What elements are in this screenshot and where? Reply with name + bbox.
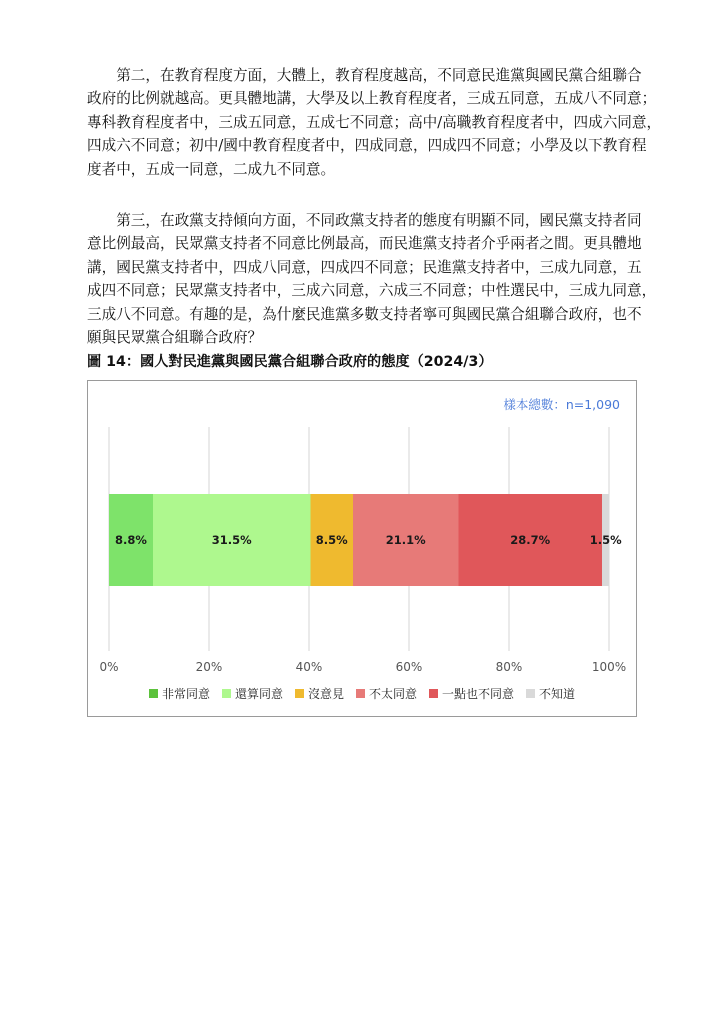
legend-item bbox=[526, 685, 575, 702]
paragraph-line: 政府的比例就越高。更具體地講，大學及以上教育程度者，三成五同意，五成八不同意； bbox=[87, 90, 657, 108]
data-label: 8.8% bbox=[115, 533, 147, 547]
paragraph-line: 講，國民黨支持者中，四成八同意，四成四不同意；民進黨支持者中，三成九同意，五 bbox=[87, 258, 642, 276]
legend-swatch bbox=[526, 689, 535, 698]
paragraph-line: 度者中，五成一同意，二成九不同意。 bbox=[87, 160, 336, 178]
legend-swatch bbox=[356, 689, 365, 698]
data-label: 1.5% bbox=[589, 533, 622, 547]
legend-item bbox=[149, 685, 210, 702]
paragraph-line: 第二，在教育程度方面，大體上，教育程度越高，不同意民進黨與國民黨合組聯合 bbox=[87, 67, 642, 84]
paragraph-line: 三成八不同意。有趣的是，為什麼民進黨多數支持者寧可與國民黨合組聯合政府，也不 bbox=[87, 305, 642, 323]
legend-label: 沒意見 bbox=[307, 687, 344, 701]
chart-container bbox=[87, 380, 637, 717]
x-tick-label: 80% bbox=[495, 660, 523, 674]
data-label: 8.5% bbox=[315, 533, 348, 547]
legend-label: 不知道 bbox=[539, 687, 576, 701]
x-tick-label: 0% bbox=[99, 660, 119, 674]
figure-caption: 圖 14：國人對民進黨與國民黨合組聯合政府的態度（2024/3） bbox=[87, 354, 493, 370]
x-tick-label: 100% bbox=[591, 660, 627, 674]
legend-label: 還算同意 bbox=[234, 687, 283, 701]
paragraph-line: 專科教育程度者中，三成五同意，五成七不同意；高中/高職教育程度者中，四成六同意， bbox=[87, 113, 662, 131]
legend-item bbox=[295, 685, 344, 702]
chart-legend bbox=[88, 685, 636, 702]
legend-swatch bbox=[149, 689, 158, 698]
paragraph-line: 四成六不同意；初中/國中教育程度者中，四成同意，四成四不同意；小學及以下教育程 bbox=[87, 137, 647, 155]
legend-label: 非常同意 bbox=[161, 687, 210, 701]
paragraph-party bbox=[87, 209, 657, 349]
data-label: 28.7% bbox=[510, 533, 551, 547]
legend-swatch bbox=[429, 689, 438, 698]
data-label: 21.1% bbox=[385, 533, 426, 547]
paragraph-line: 願與民眾黨合組聯合政府？ bbox=[87, 329, 263, 347]
x-tick-label: 60% bbox=[395, 660, 423, 674]
legend-label: 一點也不同意 bbox=[442, 687, 515, 701]
legend-item bbox=[356, 685, 417, 702]
legend-swatch bbox=[295, 689, 304, 698]
x-tick-label: 20% bbox=[195, 660, 223, 674]
paragraph-line: 成四不同意；民眾黨支持者中，三成六同意，六成三不同意；中性選民中，三成九同意， bbox=[87, 282, 657, 300]
paragraph-line: 第三，在政黨支持傾向方面，不同政黨支持者的態度有明顯不同，國民黨支持者同 bbox=[87, 212, 642, 229]
legend-label: 不太同意 bbox=[369, 687, 418, 701]
data-label: 31.5% bbox=[211, 533, 252, 547]
x-tick-label: 40% bbox=[295, 660, 323, 674]
paragraph-education bbox=[87, 64, 662, 181]
legend-swatch bbox=[222, 689, 231, 698]
legend-item bbox=[222, 685, 283, 702]
paragraph-line: 意比例最高，民眾黨支持者不同意比例最高，而民進黨支持者介乎兩者之間。更具體地 bbox=[87, 235, 642, 253]
sample-size-note: 樣本總數：n=1,090 bbox=[503, 397, 620, 412]
stacked-bar-chart bbox=[88, 381, 636, 681]
legend-item bbox=[429, 685, 514, 702]
